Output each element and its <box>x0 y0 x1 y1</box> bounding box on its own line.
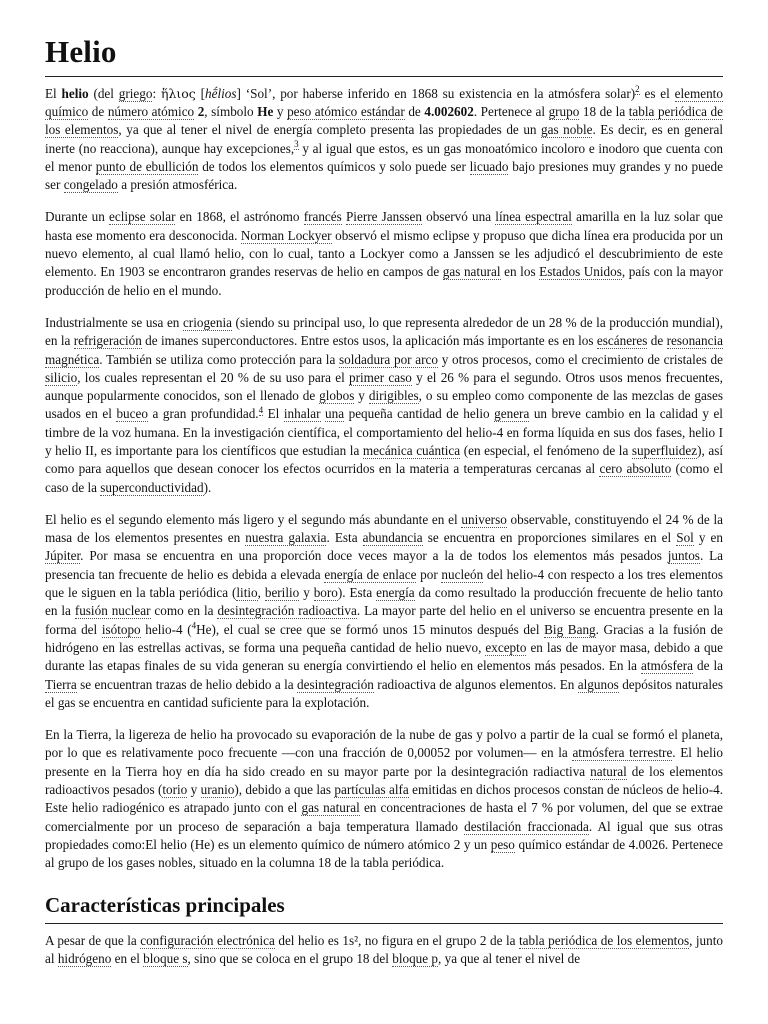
link-bloque-p[interactable]: bloque p <box>392 951 439 966</box>
link-juntos[interactable]: juntos <box>667 548 700 564</box>
text: de los elementos radioactivos pesados ( <box>45 763 723 798</box>
text: radioactiva de algunos elementos. En <box>373 676 578 692</box>
link-griego[interactable]: griego <box>118 85 153 101</box>
link-tabla-periodica[interactable]: tabla periódica de los elementos <box>45 103 724 138</box>
link-soldadura-por-arco[interactable]: soldadura por arco <box>339 351 438 367</box>
link-resonancia-magnetica[interactable]: resonancia magnética <box>45 333 723 367</box>
link-configuracion-electronica[interactable]: configuración electrónica <box>140 932 275 948</box>
text: (siendo su principal uso, lo que representa alrededor de un 28 % de la producción mundial), en la <box>45 314 723 349</box>
link-cero-absoluto[interactable]: cero absoluto <box>599 461 672 477</box>
text: depósitos naturales el gas se encuentra en cantidad suficiente para la explotación. <box>45 676 724 710</box>
link-primer-caso[interactable]: primer caso <box>349 369 412 385</box>
link-berilio[interactable]: berilio <box>264 585 300 601</box>
characteristics-paragraph <box>45 932 723 969</box>
text: y al igual que estos, es un gas monoatómico incoloro e inodoro que cuenta con el menor <box>45 140 723 174</box>
link-refrigeracion[interactable]: refrigeración <box>73 333 142 349</box>
link-silicio[interactable]: silicio <box>45 369 78 385</box>
link-gas-noble[interactable]: gas noble <box>541 122 593 138</box>
text: de <box>647 333 667 349</box>
text: a presión atmosférica. <box>117 177 238 193</box>
bold-term: 2 <box>197 103 205 119</box>
text: , junto al <box>45 932 724 966</box>
text: químico estándar de 4.0026. Pertenece al grupo de los gases nobles, situado en la columna 18 de la tabla periódica. <box>45 836 723 871</box>
link-gas-natural[interactable]: gas natural <box>442 264 501 280</box>
text: como en la <box>150 603 218 619</box>
text: y <box>299 585 314 601</box>
isotope-superscript: 4 <box>191 620 197 631</box>
text: . Pertenece al <box>473 103 549 119</box>
link-gas-natural-2[interactable]: gas natural <box>301 800 360 816</box>
text: Industrialmente se usa en <box>45 314 183 330</box>
link-destilacion-fraccionada[interactable]: destilación fraccionada <box>464 818 589 834</box>
text: En la Tierra, la ligereza de helio ha provocado su evaporación de la nube de gas y polvo a partir de la cual se formó el planeta, por lo que es relativamente poco frecuente —con una fracción de 0,00052 por volumen— en la <box>45 727 723 761</box>
link-norman-lockyer[interactable]: Norman Lockyer <box>240 227 332 243</box>
text: observó una <box>421 209 496 225</box>
link-mecanica-cuantica[interactable]: mecánica cuántica <box>362 442 461 458</box>
text: ] ‘Sol’, por haberse inferido en 1868 su existencia en la atmósfera solar) <box>236 85 636 101</box>
text: El <box>263 406 284 422</box>
text: de imanes superconductores. Entre estos usos, la aplicación más importante es en los <box>141 333 597 349</box>
link-nuestra-galaxia[interactable]: nuestra galaxia <box>245 530 327 546</box>
text: da como resultado la producción frecuente de helio tanto en la <box>45 585 723 619</box>
link-nucleon[interactable]: nucleón <box>441 566 484 582</box>
text: A pesar de que la <box>45 932 141 948</box>
text: y otros procesos, como el crecimiento de cristales de <box>437 351 723 367</box>
link-jupiter[interactable]: Júpiter <box>45 548 81 564</box>
text: El <box>45 85 62 101</box>
text: se encuentra en proporciones similares en el <box>422 530 677 546</box>
link-escaneres[interactable]: escáneres <box>596 333 648 349</box>
text: ), debido a que las <box>234 782 335 798</box>
link-sol[interactable]: Sol <box>676 530 694 546</box>
page-title: Helio <box>45 34 723 77</box>
bold-term: He <box>257 103 274 119</box>
link-uranio[interactable]: uranio <box>200 782 235 798</box>
link-una[interactable]: una <box>325 406 345 422</box>
text: de la <box>693 658 723 674</box>
link-hidrogeno[interactable]: hidrógeno <box>57 951 112 966</box>
text: (como el caso de la <box>45 461 724 495</box>
link-peso[interactable]: peso <box>490 836 515 852</box>
link-estados-unidos[interactable]: Estados Unidos <box>539 264 622 280</box>
link-pierre-janssen[interactable]: Pierre Janssen <box>345 209 422 225</box>
uses-paragraph <box>45 314 723 497</box>
text: del helio es 1s², no figura en el grupo 2 de la <box>274 932 519 948</box>
link-superconductividad[interactable]: superconductividad <box>100 479 204 495</box>
text: , sino que se coloca en el grupo 18 del <box>187 951 393 966</box>
text: y el 26 % para el segundo. Otros usos menos frecuentes, aunque popularmente conocidos, son el llenado de <box>45 369 723 404</box>
text: y <box>273 103 288 119</box>
text: Durante un <box>45 209 110 225</box>
link-linea-espectral[interactable]: línea espectral <box>495 209 572 225</box>
text: observó el mismo eclipse y propuso que dicha línea era producida por un nuevo elemento, al cual llamó helio, con lo cual, tanto a Lockyer como a Janssen se les adjudicó el descubrimiento de este elemento. En 1903 se encontraron grandes reservas de helio en campos de <box>45 227 723 280</box>
text: a gran profundidad. <box>147 406 259 422</box>
text: , país con la mayor producción de helio en el mundo. <box>45 264 724 298</box>
bold-term: helio <box>61 85 89 101</box>
link-inhalar[interactable]: inhalar <box>283 406 321 422</box>
link-isotopo[interactable]: isótopo <box>101 621 141 637</box>
text: ), así como para aquellos que desean conocer los efectos ocurridos en la materia a temperaturas cercanas al <box>45 442 723 477</box>
text: helio-4 ( <box>140 621 192 637</box>
text: pequeña cantidad de helio <box>344 406 495 422</box>
link-energia[interactable]: energía <box>376 585 415 601</box>
text: en las de mayor masa, debido a que durante las etapas finales de su vida generan su energía convirtiendo el helio en elementos más pesados. En la <box>45 639 723 674</box>
text: y <box>187 782 201 798</box>
text: (del <box>88 85 119 101</box>
link-bloque-s[interactable]: bloque s <box>143 951 188 966</box>
text: bajo presiones muy grandes y no puede ser <box>45 158 723 193</box>
link-algunos[interactable]: algunos <box>577 676 619 692</box>
earth-paragraph <box>45 726 723 872</box>
text: , o su empleo como componente de las mezclas de gases usados en el <box>45 388 723 422</box>
link-boro[interactable]: boro <box>313 585 338 601</box>
text: , los cuales representan el 20 % de su uso para el <box>77 369 350 385</box>
history-paragraph <box>45 208 723 299</box>
link-torio[interactable]: torio <box>162 782 188 798</box>
link-tabla-periodica-2[interactable]: tabla periódica de los elementos <box>519 932 690 948</box>
text: en los <box>500 264 540 280</box>
text: . El helio presente en la Tierra hoy en día ha sido creado en su mayor parte por la desintegración radiactiva <box>45 745 723 779</box>
text: . Es decir, es en general inerte (no reacciona), aunque hay excepciones, <box>45 122 724 156</box>
link-elemento-quimico[interactable]: elemento químico <box>45 85 723 119</box>
text: , <box>257 585 265 601</box>
text: del helio-4 con respecto a los tres elementos que le siguen en la tabla periódica ( <box>45 566 723 601</box>
link-abundancia[interactable]: abundancia <box>362 530 423 546</box>
text: . La presencia tan frecuente de helio es debida a elevada <box>45 548 723 582</box>
text: [ <box>195 85 205 101</box>
bold-term: 4.002602 <box>424 103 474 119</box>
link-punto-ebullicion[interactable]: punto de ebullición <box>95 158 199 174</box>
abundance-paragraph <box>45 511 723 712</box>
text: en el <box>111 951 144 966</box>
link-superfluidez[interactable]: superfluidez <box>631 442 698 458</box>
text: se encuentran trazas de helio debido a la <box>76 676 297 692</box>
reference-link[interactable]: 3 <box>294 139 299 150</box>
romanization: hḗlios <box>205 85 237 101</box>
link-numero-atomico[interactable]: número atómico <box>107 103 195 119</box>
link-fusion-nuclear[interactable]: fusión nuclear <box>74 603 151 619</box>
link-criogenia[interactable]: criogenia <box>182 314 233 330</box>
text: He), el cual se cree que se formó unos 15 minutos después del <box>196 621 545 637</box>
reference-link[interactable]: 4 <box>258 405 264 415</box>
text: es el <box>639 85 675 101</box>
link-dirigibles[interactable]: dirigibles <box>368 388 419 404</box>
text: (en especial, el fenómeno de la <box>460 442 632 458</box>
text: , ya que al tener el nivel de energía completo presenta las propiedades de un <box>118 122 542 138</box>
text: . Esta <box>326 530 363 546</box>
link-excepto[interactable]: excepto <box>485 639 527 655</box>
link-natural[interactable]: natural <box>590 763 627 779</box>
link-universo[interactable]: universo <box>461 511 507 527</box>
greek-word: ἥλιος <box>160 85 196 101</box>
link-atmosfera-terrestre[interactable]: atmósfera terrestre <box>572 745 673 761</box>
text: . La mayor parte del helio en el universo se encuentra presente en la forma del <box>45 603 724 637</box>
link-desintegracion[interactable]: desintegración <box>297 676 374 692</box>
link-grupo[interactable]: grupo <box>548 103 580 119</box>
link-frances[interactable]: francés <box>303 209 342 225</box>
text: un breve cambio en la calidad y el timbre de la voz humana. En la investigación científica, el comportamiento del helio-4 en forma líquida en sus dos fases, helio I y helio II, es importante para los científicos que estudian la <box>45 406 723 458</box>
text: . Al igual que sus otras propiedades como:El helio (He) es un elemento químico de número atómico 2 y un <box>45 818 723 852</box>
text: , símbolo <box>204 103 258 119</box>
section-heading: Características principales <box>45 893 723 924</box>
link-desintegracion-radioactiva[interactable]: desintegración radioactiva <box>217 603 357 619</box>
text: de <box>88 103 108 119</box>
link-peso-atomico[interactable]: peso atómico estándar <box>287 103 405 119</box>
text: : <box>152 85 161 101</box>
link-big-bang[interactable]: Big Bang <box>544 621 596 637</box>
link-atmosfera[interactable]: atmósfera <box>641 658 694 674</box>
link-congelado[interactable]: congelado <box>63 177 118 193</box>
reference-link[interactable]: 2 <box>635 84 640 95</box>
link-tierra[interactable]: Tierra <box>45 676 77 692</box>
text: emitidas en dichos procesos constan de núcleos de helio-4. Este helio radiogénico es atrapado junto con el <box>45 782 724 816</box>
text: observable, constituyendo el 24 % de la masa de los elementos presentes en <box>45 511 723 546</box>
text: y en <box>693 530 723 546</box>
link-eclipse-solar[interactable]: eclipse solar <box>109 209 176 225</box>
text: ). Esta <box>337 585 377 601</box>
link-buceo[interactable]: buceo <box>116 406 148 422</box>
text: de <box>404 103 425 119</box>
link-energia-de-enlace[interactable]: energía de enlace <box>324 566 417 582</box>
text: y <box>354 388 369 404</box>
intro-paragraph <box>45 85 723 195</box>
text: en 1868, el astrónomo <box>175 209 304 225</box>
text: en concentraciones de hasta el 7 % por volumen, del que se extrae comercialmente por un proceso de separación a baja temperatura llamado <box>45 800 723 834</box>
link-litio[interactable]: litio <box>236 585 258 601</box>
text: amarilla en la luz solar que hasta ese momento era desconocida. <box>45 209 724 243</box>
text: . Gracias a la fusión de hidrógeno en las estrellas activas, se forma una pequeña cantidad de helio nuevo, <box>45 621 724 655</box>
link-licuado[interactable]: licuado <box>469 158 509 174</box>
text: ). <box>203 479 212 495</box>
text: El helio es el segundo elemento más ligero y el segundo más abundante en el <box>45 511 462 527</box>
link-particulas-alfa[interactable]: partículas alfa <box>334 782 409 798</box>
text: por <box>416 566 442 582</box>
text: , ya que al tener el nivel de <box>438 951 581 966</box>
text: de todos los elementos químicos y solo puede ser <box>198 158 470 174</box>
link-globos[interactable]: globos <box>319 388 355 404</box>
text: . Por masa se encuentra en una proporción doce veces mayor a la de todos los elementos más pesados <box>80 548 668 564</box>
text: . También se utiliza como protección para la <box>99 351 340 367</box>
text: 18 de la <box>579 103 629 119</box>
link-genera[interactable]: genera <box>494 406 530 422</box>
